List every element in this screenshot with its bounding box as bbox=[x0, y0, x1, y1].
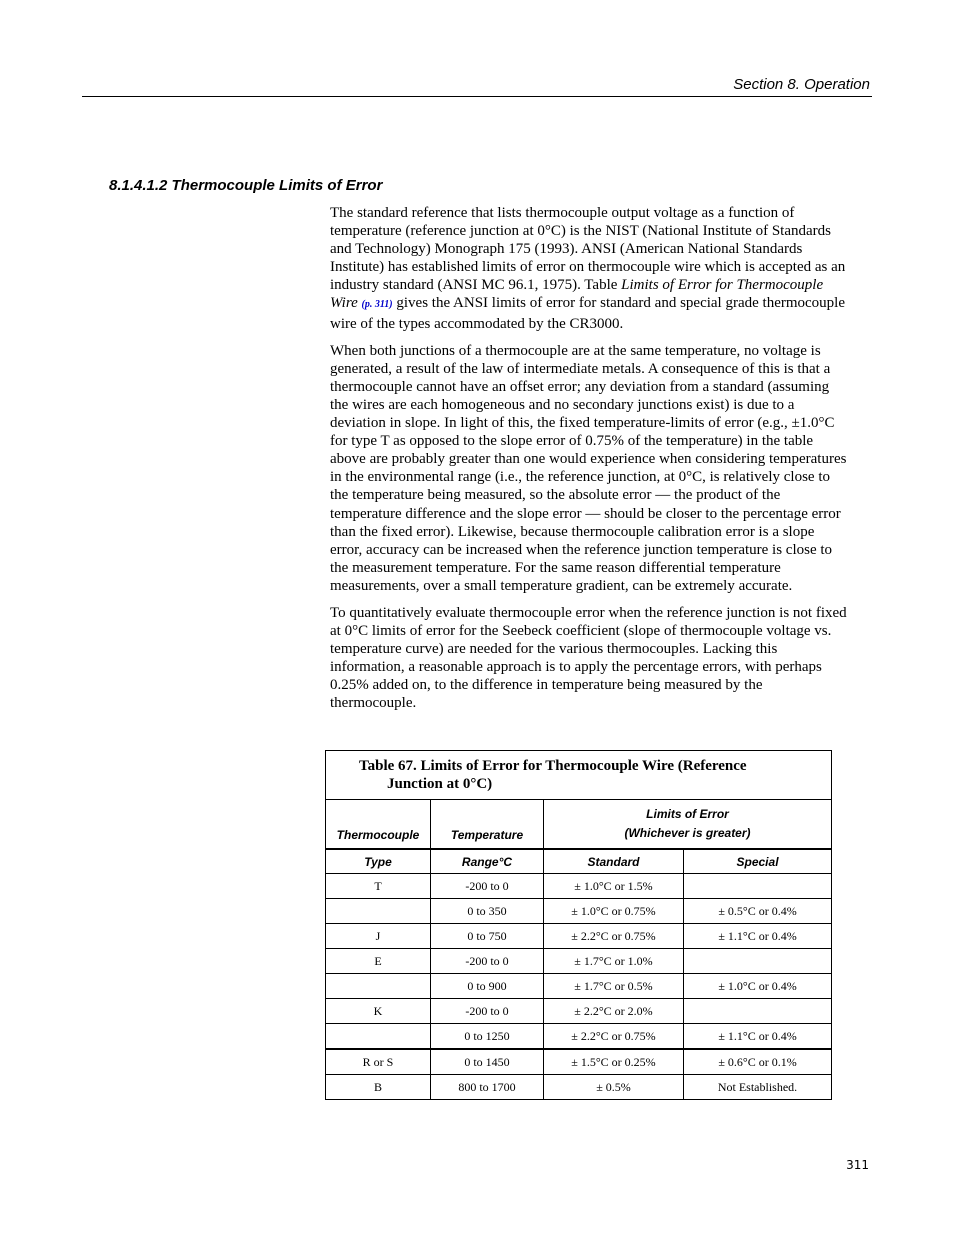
table-caption-line-2: Junction at 0°C) bbox=[387, 776, 493, 792]
paragraph-1 bbox=[330, 204, 848, 333]
cell-type: K bbox=[326, 999, 431, 1024]
cell-type bbox=[326, 974, 431, 999]
cell-range: 0 to 1250 bbox=[431, 1024, 544, 1050]
cell-special bbox=[684, 874, 832, 899]
cell-type bbox=[326, 1024, 431, 1050]
cell-range: -200 to 0 bbox=[431, 874, 544, 899]
header-thermocouple: Thermocouple bbox=[326, 800, 431, 850]
table-reference: Limits of Error for Thermocouple Wire bbox=[330, 277, 824, 312]
cell-type bbox=[326, 899, 431, 924]
paragraph-1-text-b: gives the ANSI limits of error for standard and special grade thermocouple wire of the types accommodated by the CR3000. bbox=[330, 295, 846, 332]
paragraph-2: When both junctions of a thermocouple are at the same temperature, no voltage is generated, a result of the law of intermediate metals. A consequence of this is that a thermocouple cannot have an offset error; any deviation from a standard (assuming the wires are each homogeneous and no secondary junctions exist) is due to a deviation in slope. In light of this, the fixed temperature-limits of error (e.g., ±1.0°C for type T as opposed to the slope error of 0.75% of the temperature) in the table above are probably greater than one would experience when considering temperatures in the environmental range (i.e., the reference junction, at 0°C, is relatively close to the temperature being measured, so the absolute error — the product of the temperature difference and the slope error — should be closer to the percentage error than the fixed error). Likewise, because thermocouple calibration error is a slope error, accuracy can be increased when the reference junction temperature is close to the measurement temperature. For the same reason differential temperature measurements, over a small temperature gradient, can be extremely accurate. bbox=[330, 342, 847, 594]
cell-standard: ± 1.5°C or 0.25% bbox=[544, 1049, 684, 1075]
cell-range: -200 to 0 bbox=[431, 999, 544, 1024]
table-caption bbox=[326, 751, 832, 800]
cell-special bbox=[684, 999, 832, 1024]
header-standard: Standard bbox=[544, 849, 684, 874]
table-row bbox=[326, 1075, 832, 1100]
paragraph-1-text-a: The standard reference that lists thermocouple output voltage as a function of temperature (reference junction at 0°C) is the NIST (National Institute of Standards and Technology) Monograph 175 (1993). ANSI (American National Standards Institute) has established limits of error on thermocouple wire which is accepted as an industry standard (ANSI MC 96.1, 1975). Table bbox=[330, 205, 846, 294]
cell-standard: ± 2.2°C or 0.75% bbox=[544, 924, 684, 949]
cell-special: ± 0.6°C or 0.1% bbox=[684, 1049, 832, 1075]
cell-range: 0 to 750 bbox=[431, 924, 544, 949]
cell-standard: ± 0.5% bbox=[544, 1075, 684, 1100]
header-divider bbox=[82, 96, 872, 97]
cell-type: R or S bbox=[326, 1049, 431, 1075]
cell-special: Not Established. bbox=[684, 1075, 832, 1100]
table-row bbox=[326, 974, 832, 999]
cell-type: T bbox=[326, 874, 431, 899]
table-row bbox=[326, 999, 832, 1024]
cell-range: 0 to 350 bbox=[431, 899, 544, 924]
header-temperature: Temperature bbox=[431, 800, 544, 850]
cell-range: -200 to 0 bbox=[431, 949, 544, 974]
cell-standard: ± 1.0°C or 0.75% bbox=[544, 899, 684, 924]
paragraph-3: To quantitatively evaluate thermocouple error when the reference junction is not fixed at 0°C limits of error for the Seebeck coefficient (slope of thermocouple voltage vs. temperature curve) are needed for the various thermocouples. Lacking this information, a reasonable approach is to apply the percentage errors, with perhaps 0.25% added on, to the difference in temperature being measured by the thermocouple. bbox=[330, 604, 847, 712]
cell-range: 800 to 1700 bbox=[431, 1075, 544, 1100]
cell-special: ± 1.0°C or 0.4% bbox=[684, 974, 832, 999]
cell-special: ± 1.1°C or 0.4% bbox=[684, 924, 832, 949]
header-range: Range°C bbox=[431, 849, 544, 874]
page-reference-link[interactable]: (p. 311) bbox=[361, 299, 393, 311]
table-row bbox=[326, 1024, 832, 1050]
page-number: 311 bbox=[846, 1158, 869, 1172]
table-caption-line-1: Table 67. Limits of Error for Thermocouple Wire (Reference bbox=[359, 758, 747, 774]
cell-standard: ± 1.7°C or 0.5% bbox=[544, 974, 684, 999]
table-row bbox=[326, 1049, 832, 1075]
cell-type: B bbox=[326, 1075, 431, 1100]
running-header: Section 8. Operation bbox=[733, 76, 870, 93]
section-heading: 8.1.4.1.2 Thermocouple Limits of Error bbox=[109, 177, 383, 194]
cell-standard: ± 1.7°C or 1.0% bbox=[544, 949, 684, 974]
cell-range: 0 to 900 bbox=[431, 974, 544, 999]
table-row bbox=[326, 899, 832, 924]
cell-range: 0 to 1450 bbox=[431, 1049, 544, 1075]
cell-standard: ± 2.2°C or 0.75% bbox=[544, 1024, 684, 1050]
table-row bbox=[326, 949, 832, 974]
header-special: Special bbox=[684, 849, 832, 874]
cell-standard: ± 1.0°C or 1.5% bbox=[544, 874, 684, 899]
cell-type: J bbox=[326, 924, 431, 949]
cell-special: ± 0.5°C or 0.4% bbox=[684, 899, 832, 924]
table-row bbox=[326, 924, 832, 949]
header-type: Type bbox=[326, 849, 431, 874]
body-text bbox=[330, 204, 848, 722]
header-limits-of-error bbox=[544, 800, 832, 850]
cell-special bbox=[684, 949, 832, 974]
header-limits-line-2: (Whichever is greater) bbox=[624, 826, 751, 840]
limits-table-container bbox=[325, 750, 831, 1100]
limits-of-error-table bbox=[325, 750, 832, 1100]
table-row bbox=[326, 874, 832, 899]
cell-type: E bbox=[326, 949, 431, 974]
header-limits-line-1: Limits of Error bbox=[646, 807, 729, 821]
cell-special: ± 1.1°C or 0.4% bbox=[684, 1024, 832, 1050]
cell-standard: ± 2.2°C or 2.0% bbox=[544, 999, 684, 1024]
